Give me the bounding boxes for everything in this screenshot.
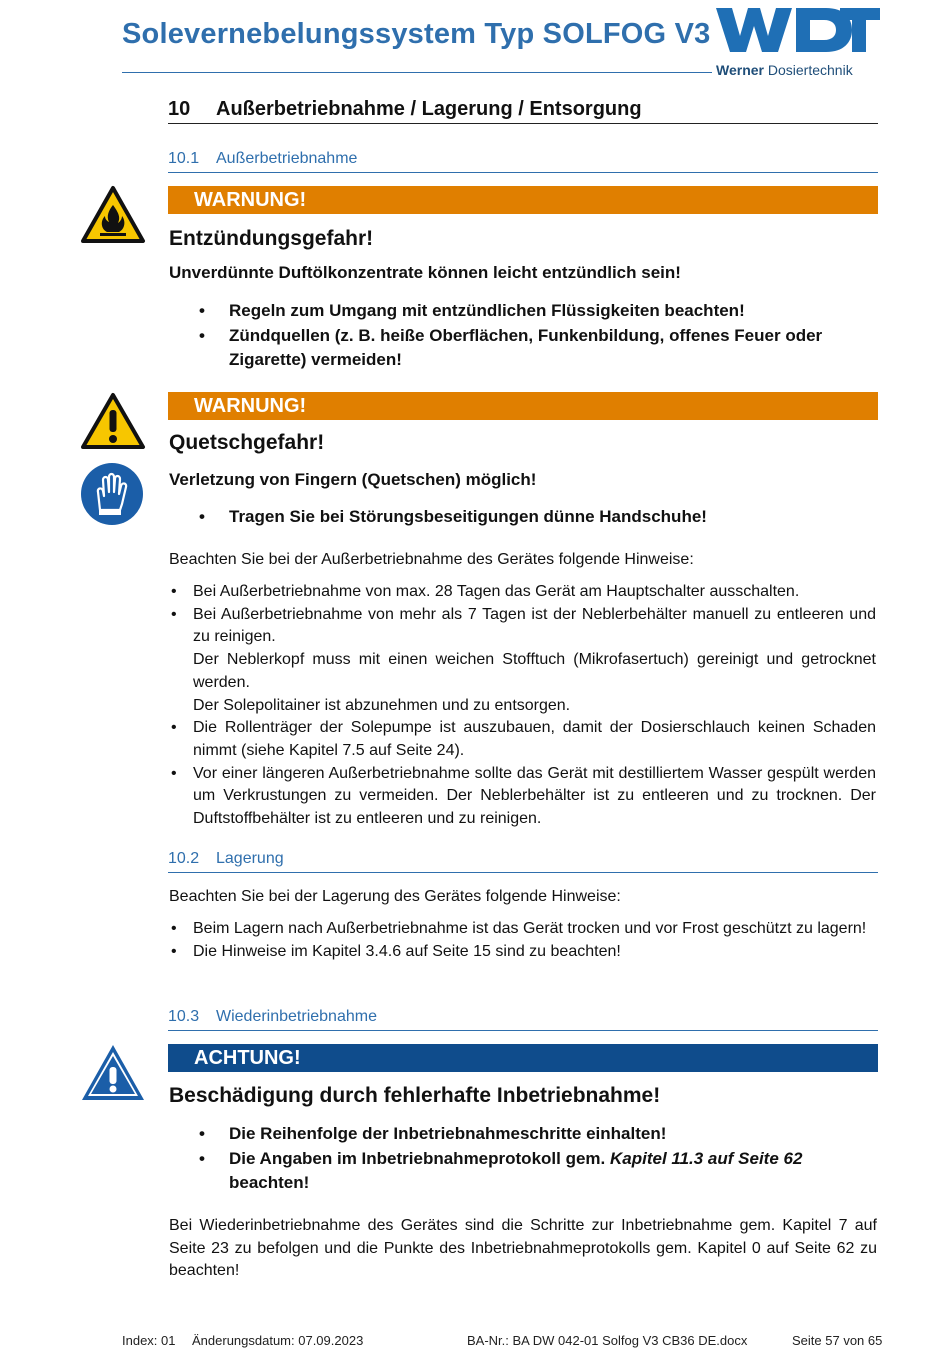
list-item: • Zündquellen (z. B. heiße Oberflächen, Funkenbildung, offenes Feuer oder Zigarette) vermeiden! bbox=[169, 324, 859, 372]
list-item-text: Der Solepolitainer ist abzunehmen und zu entsorgen. bbox=[193, 696, 571, 714]
section-title: Wiederinbetriebnahme bbox=[216, 1008, 377, 1025]
section-heading-10-1 bbox=[168, 150, 878, 173]
warning-banner: WARNUNG! bbox=[168, 392, 878, 420]
section-number: 10.2 bbox=[168, 850, 200, 867]
list-item: • Die Rollenträger der Solepumpe ist auszubauen, damit der Dosierschlauch keinen Schaden nimmt (siehe Kapitel 7.5 auf Seite 24). bbox=[169, 717, 876, 762]
logo-sub-bold: Werner bbox=[716, 62, 764, 78]
chapter-reference: Kapitel 11.3 auf Seite 62 bbox=[609, 1149, 803, 1168]
footer-date: Änderungsdatum: 07.09.2023 bbox=[192, 1333, 364, 1348]
list-item: • Vor einer längeren Außerbetriebnahme sollte das Gerät mit destilliertem Wasser gespült werden um Verkrustungen zu vermeiden. Der Neblerbehälter ist zu entleeren und zu trocknen. Der Duftstoffbehälter ist zu entleeren und zu reinigen. bbox=[169, 763, 876, 831]
hazard-bullets bbox=[169, 1122, 859, 1196]
document-title: Solevernebelungssystem Typ SOLFOG V3 bbox=[122, 18, 711, 50]
hazard-text: Verletzung von Fingern (Quetschen) möglich! bbox=[169, 470, 537, 489]
general-warning-icon bbox=[80, 392, 146, 450]
section-heading-10-2 bbox=[168, 850, 878, 873]
section-number: 10.1 bbox=[168, 150, 200, 167]
notice-banner: ACHTUNG! bbox=[168, 1044, 878, 1072]
footer-page: Seite 57 von 65 bbox=[792, 1333, 883, 1348]
list-item-text: Die Angaben im Inbetriebnahmeprotokoll gem. bbox=[229, 1149, 610, 1168]
hazard-title: Entzündungsgefahr! bbox=[169, 227, 374, 250]
chapter-title: Außerbetriebnahme / Lagerung / Entsorgung bbox=[216, 98, 642, 120]
flammable-warning-icon bbox=[80, 185, 146, 245]
section-text: Bei Wiederinbetriebnahme des Gerätes sind die Schritte zur Inbetriebnahme gem. Kapitel 7 auf Seite 23 zu befolgen und die Punkte des Inbetriebnahmeprotokolls gem. Kapitel 0 auf Seite 62 zu beachten! bbox=[169, 1217, 877, 1280]
section-title: Außerbetriebnahme bbox=[216, 150, 358, 167]
list-item: • Beim Lagern nach Außerbetriebnahme ist das Gerät trocken und vor Frost geschützt zu lagern! bbox=[169, 918, 876, 941]
hazard-bullets bbox=[169, 505, 859, 530]
footer-index: Index: 01 bbox=[122, 1333, 176, 1348]
section-intro: Beachten Sie bei der Lagerung des Gerätes folgende Hinweise: bbox=[169, 888, 621, 905]
list-item-text: Der Neblerkopf muss mit einen weichen Stofftuch (Mikrofasertuch) gereinigt und getrocknet werden. bbox=[193, 651, 876, 691]
list-item-text: beachten! bbox=[229, 1173, 310, 1192]
logo-sub-regular: Dosiertechnik bbox=[767, 62, 853, 78]
hazard-text: Unverdünnte Duftölkonzentrate können leicht entzündlich sein! bbox=[169, 263, 681, 282]
list-item bbox=[169, 1147, 859, 1195]
chapter-number: 10 bbox=[168, 98, 191, 120]
list-item: • Bei Außerbetriebnahme von max. 28 Tagen das Gerät am Hauptschalter ausschalten. bbox=[169, 581, 876, 604]
chapter-heading bbox=[168, 98, 878, 124]
caution-triangle-icon bbox=[80, 1043, 146, 1103]
header-rule bbox=[122, 72, 712, 73]
wear-gloves-icon bbox=[80, 462, 144, 526]
warning-banner: WARNUNG! bbox=[168, 186, 878, 214]
instruction-list bbox=[169, 581, 876, 831]
hazard-bullets bbox=[169, 299, 859, 373]
list-item: • Regeln zum Umgang mit entzündlichen Flüssigkeiten beachten! bbox=[169, 299, 859, 323]
list-item: • Die Hinweise im Kapitel 3.4.6 auf Seite 15 sind zu beachten! bbox=[169, 941, 876, 964]
logo-subtitle bbox=[716, 62, 853, 78]
instruction-list bbox=[169, 918, 876, 963]
section-number: 10.3 bbox=[168, 1008, 200, 1025]
list-item: • Tragen Sie bei Störungsbeseitigungen dünne Handschuhe! bbox=[169, 505, 859, 529]
section-title: Lagerung bbox=[216, 850, 284, 867]
footer-ba-number: BA-Nr.: BA DW 042-01 Solfog V3 CB36 DE.docx bbox=[467, 1333, 748, 1348]
hazard-title: Beschädigung durch fehlerhafte Inbetriebnahme! bbox=[169, 1084, 661, 1107]
section-intro: Beachten Sie bei der Außerbetriebnahme des Gerätes folgende Hinweise: bbox=[169, 551, 694, 568]
hazard-title: Quetschgefahr! bbox=[169, 431, 325, 454]
list-item-text: • Bei Außerbetriebnahme von mehr als 7 Tagen ist der Neblerbehälter manuell zu entleeren und zu reinigen. bbox=[193, 605, 876, 646]
list-item bbox=[169, 604, 876, 718]
list-item: • Die Reihenfolge der Inbetriebnahmeschritte einhalten! bbox=[169, 1122, 859, 1146]
section-heading-10-3 bbox=[168, 1008, 878, 1031]
